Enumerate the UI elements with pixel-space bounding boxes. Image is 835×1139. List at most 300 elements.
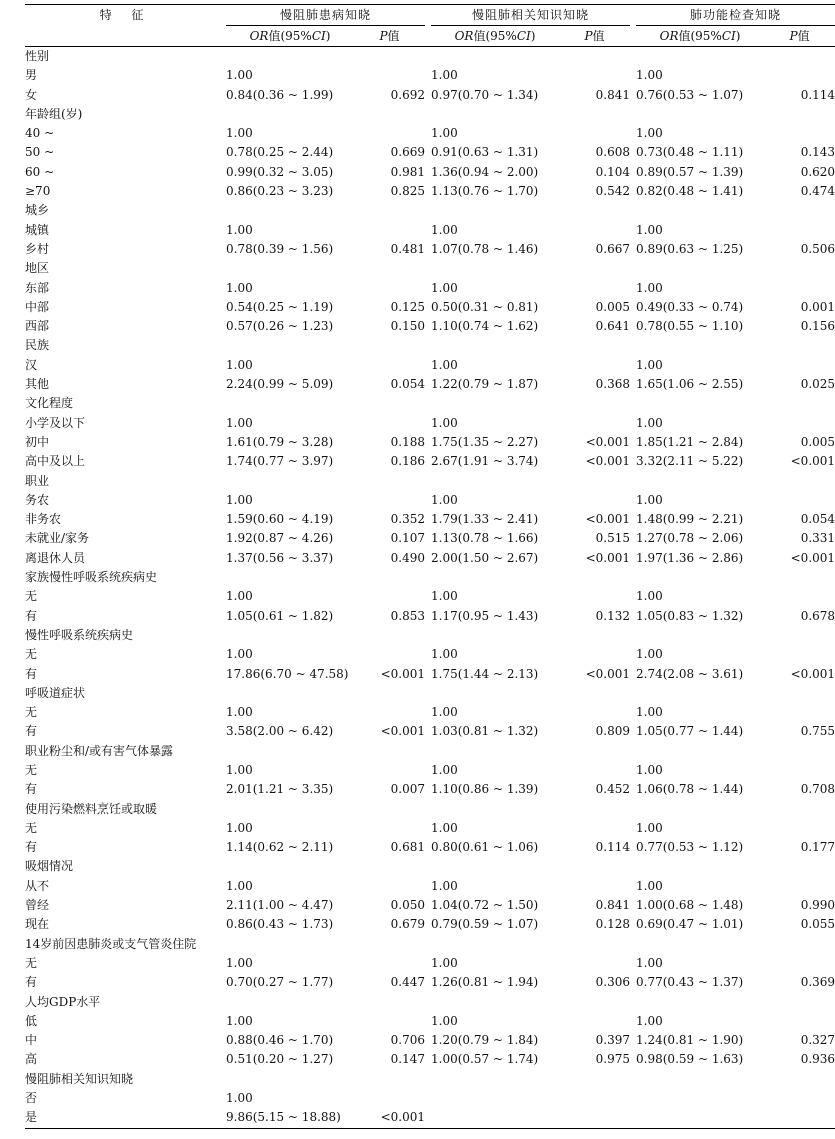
p-column-header: P值 <box>354 26 425 47</box>
level-label: 女 <box>25 87 38 102</box>
p-value <box>764 587 835 606</box>
p-value <box>354 66 425 85</box>
p-value <box>559 66 630 85</box>
level-label: 中部 <box>25 299 50 314</box>
or-ci-value: 0.86(0.43 ~ 1.73) <box>226 917 334 932</box>
p-value: 0.054 <box>800 512 835 527</box>
table-row <box>25 954 835 973</box>
or-ci-value: 1.00 <box>431 878 458 893</box>
or-ci-value: 1.00 <box>226 878 253 893</box>
p-value: 0.490 <box>390 550 426 565</box>
or-ci-value: 1.26(0.81 ~ 1.94) <box>431 975 539 990</box>
or-ci-value <box>636 472 764 491</box>
p-value <box>764 105 835 124</box>
table-row <box>25 221 835 240</box>
p-value <box>559 259 630 278</box>
or-ci-value: 1.07(0.78 ~ 1.46) <box>431 241 539 256</box>
p-value: 0.447 <box>390 975 426 990</box>
or-ci-value: 1.03(0.81 ~ 1.32) <box>431 724 539 739</box>
p-value: <0.001 <box>585 666 631 681</box>
p-value <box>559 800 630 819</box>
or-ci-value: 0.98(0.59 ~ 1.63) <box>636 1052 744 1067</box>
table-row <box>25 356 835 375</box>
p-value <box>354 356 425 375</box>
table-row <box>25 414 835 433</box>
p-value <box>559 1012 630 1031</box>
p-value: 0.825 <box>390 184 426 199</box>
or-ci-value <box>226 742 354 761</box>
p-value: 0.515 <box>595 531 631 546</box>
or-ci-value <box>226 259 354 278</box>
p-value: 0.306 <box>595 975 631 990</box>
p-value: 0.506 <box>800 241 835 256</box>
level-label: 无 <box>25 762 38 777</box>
p-value <box>764 703 835 722</box>
p-value: 0.667 <box>595 241 631 256</box>
p-value: <0.001 <box>790 666 835 681</box>
or-ci-value <box>636 1108 764 1128</box>
p-value: 0.369 <box>800 975 835 990</box>
p-value: 0.150 <box>390 319 426 334</box>
p-value <box>559 491 630 510</box>
category-row <box>25 336 835 355</box>
or-ci-value: 1.10(0.74 ~ 1.62) <box>431 319 539 334</box>
table-row <box>25 375 835 394</box>
table-row <box>25 433 835 452</box>
p-value: 0.542 <box>595 184 631 199</box>
or-ci-value <box>431 857 559 876</box>
p-value <box>354 47 425 67</box>
or-ci-value: 1.00 <box>431 955 458 970</box>
or-ci-value: 1.59(0.60 ~ 4.19) <box>226 512 334 527</box>
or-ci-value <box>636 742 764 761</box>
p-value <box>559 279 630 298</box>
or-ci-value: 1.00 <box>636 820 663 835</box>
or-ci-value: 1.75(1.35 ~ 2.27) <box>431 434 539 449</box>
or-ci-value: 1.00 <box>226 589 253 604</box>
or-ci-value <box>431 800 559 819</box>
table-row <box>25 298 835 317</box>
or-ci-value: 1.24(0.81 ~ 1.90) <box>636 1033 744 1048</box>
or-ci-value <box>431 201 559 220</box>
or-ci-value: 1.00 <box>226 68 253 83</box>
p-value <box>764 221 835 240</box>
p-value: 0.474 <box>800 184 835 199</box>
or-ci-value <box>636 626 764 645</box>
category-row <box>25 800 835 819</box>
p-value <box>559 221 630 240</box>
p-value <box>354 1070 425 1089</box>
or-ci-value: 1.05(0.77 ~ 1.44) <box>636 724 744 739</box>
p-value <box>559 47 630 67</box>
or-ci-value: 1.00 <box>226 705 253 720</box>
category-row <box>25 626 835 645</box>
p-value <box>559 761 630 780</box>
or-ci-value <box>431 626 559 645</box>
p-value: <0.001 <box>585 434 631 449</box>
level-label: 城镇 <box>25 222 50 237</box>
or-ci-value: 17.86(6.70 ~ 47.58) <box>226 666 349 681</box>
p-value: 0.452 <box>595 782 631 797</box>
or-ci-value: 1.37(0.56 ~ 3.37) <box>226 550 334 565</box>
p-value <box>559 857 630 876</box>
or-ci-value: 1.00 <box>431 762 458 777</box>
p-value <box>559 1108 630 1128</box>
or-ci-value: 0.69(0.47 ~ 1.01) <box>636 917 744 932</box>
p-value <box>764 761 835 780</box>
or-ci-value <box>636 1070 764 1089</box>
p-value: 0.608 <box>595 145 631 160</box>
or-ci-value <box>431 935 559 954</box>
table-row <box>25 665 835 684</box>
category-label: 吸烟情况 <box>25 859 74 874</box>
p-value: 0.104 <box>595 164 631 179</box>
or-ci-value: 1.48(0.99 ~ 2.21) <box>636 512 744 527</box>
p-value <box>559 336 630 355</box>
or-ci-value: 0.54(0.25 ~ 1.19) <box>226 299 334 314</box>
or-ci-value: 1.14(0.62 ~ 2.11) <box>226 840 334 855</box>
p-value: <0.001 <box>380 666 426 681</box>
or-ci-value: 0.77(0.53 ~ 1.12) <box>636 840 744 855</box>
or-ci-value <box>226 935 354 954</box>
p-value: 0.368 <box>595 377 631 392</box>
p-value: 0.481 <box>390 241 426 256</box>
p-value: 0.050 <box>390 898 426 913</box>
group-header-copd-awareness: 慢阻肺患病知晓 <box>226 5 425 26</box>
level-label: 汉 <box>25 357 38 372</box>
p-value <box>354 626 425 645</box>
category-row <box>25 259 835 278</box>
p-value: 0.681 <box>390 840 426 855</box>
or-ci-value: 1.00 <box>226 415 253 430</box>
table-row <box>25 66 835 85</box>
or-ci-value: 1.00 <box>226 222 253 237</box>
p-value: 0.352 <box>390 512 426 527</box>
p-value: <0.001 <box>585 454 631 469</box>
table-row <box>25 491 835 510</box>
level-label: 离退休人员 <box>25 550 86 565</box>
p-value: <0.001 <box>790 454 835 469</box>
p-value <box>354 105 425 124</box>
or-ci-value <box>636 105 764 124</box>
or-ci-value: 1.00 <box>226 762 253 777</box>
or-ci-value <box>636 201 764 220</box>
or-ci-value: 1.22(0.79 ~ 1.87) <box>431 377 539 392</box>
p-value <box>354 935 425 954</box>
level-label: 曾经 <box>25 898 50 913</box>
level-label: 未就业/家务 <box>25 531 90 546</box>
p-value <box>559 124 630 143</box>
p-value <box>354 336 425 355</box>
or-ci-value <box>636 935 764 954</box>
or-ci-value: 1.79(1.33 ~ 2.41) <box>431 512 539 527</box>
table-row <box>25 973 835 992</box>
p-value <box>354 491 425 510</box>
or-ci-value <box>636 47 764 67</box>
or-ci-value <box>636 993 764 1012</box>
level-label: 是 <box>25 1108 226 1128</box>
level-label: 无 <box>25 955 38 970</box>
category-label: 14岁前因患肺炎或支气管炎住院 <box>25 936 197 951</box>
table-row <box>25 143 835 162</box>
p-value <box>354 993 425 1012</box>
p-value <box>354 568 425 587</box>
table-row <box>25 279 835 298</box>
level-label: 有 <box>25 782 38 797</box>
p-value: 0.107 <box>390 531 426 546</box>
category-row <box>25 568 835 587</box>
p-value: 0.186 <box>390 454 426 469</box>
level-label: 乡村 <box>25 241 50 256</box>
p-value <box>354 684 425 703</box>
or-ci-value <box>431 1070 559 1089</box>
or-ci-value <box>636 684 764 703</box>
table-row <box>25 549 835 568</box>
or-ci-value: 1.74(0.77 ~ 3.97) <box>226 454 334 469</box>
or-ci-value: 0.76(0.53 ~ 1.07) <box>636 87 744 102</box>
p-value <box>354 819 425 838</box>
or-ci-value: 1.00 <box>636 647 663 662</box>
or-ci-value: 1.10(0.86 ~ 1.39) <box>431 782 539 797</box>
p-value <box>559 954 630 973</box>
p-value: 0.755 <box>800 724 835 739</box>
p-value <box>764 568 835 587</box>
regression-table <box>25 4 835 1129</box>
or-ci-value <box>226 568 354 587</box>
p-value: 0.025 <box>800 377 835 392</box>
table-body <box>25 47 835 1129</box>
p-value <box>354 645 425 664</box>
p-value: 0.005 <box>595 299 631 314</box>
p-value <box>764 877 835 896</box>
category-label: 城乡 <box>25 203 50 218</box>
p-value <box>764 800 835 819</box>
table-row <box>25 587 835 606</box>
p-value <box>764 472 835 491</box>
or-ci-value <box>431 259 559 278</box>
p-value: 0.188 <box>390 434 426 449</box>
or-ci-value: 1.00 <box>636 357 663 372</box>
category-label: 慢阻肺相关知识知晓 <box>25 1071 134 1086</box>
or-ci-value: 0.51(0.20 ~ 1.27) <box>226 1052 334 1067</box>
table-row <box>25 877 835 896</box>
or-ci-value: 1.00 <box>431 705 458 720</box>
category-row <box>25 742 835 761</box>
or-ci-value: 1.36(0.94 ~ 2.00) <box>431 164 539 179</box>
p-value: 0.841 <box>595 87 631 102</box>
p-value <box>764 819 835 838</box>
p-value: 0.620 <box>800 164 835 179</box>
p-value: <0.001 <box>585 550 631 565</box>
p-value <box>354 279 425 298</box>
category-row <box>25 935 835 954</box>
p-value <box>354 703 425 722</box>
level-label: 50 ~ <box>25 145 55 160</box>
or-ci-value: 1.00 <box>636 68 663 83</box>
p-value <box>764 626 835 645</box>
category-label: 慢性呼吸系统疾病史 <box>25 627 134 642</box>
or-ci-value: 1.75(1.44 ~ 2.13) <box>431 666 539 681</box>
header-row-columns <box>25 26 835 47</box>
or-ci-value: 0.89(0.63 ~ 1.25) <box>636 241 744 256</box>
p-value: 0.156 <box>800 319 835 334</box>
or-ci-value: 1.00 <box>636 705 663 720</box>
p-value <box>559 877 630 896</box>
or-ci-value: 1.00 <box>431 357 458 372</box>
level-label: 非务农 <box>25 512 62 527</box>
p-value <box>354 800 425 819</box>
or-ci-value <box>636 259 764 278</box>
or-ci-value: 1.00 <box>636 280 663 295</box>
or-ci-value <box>636 336 764 355</box>
level-label: 初中 <box>25 434 50 449</box>
or-ci-value: 0.97(0.70 ~ 1.34) <box>431 87 539 102</box>
p-value <box>559 394 630 413</box>
table-row <box>25 915 835 934</box>
category-label: 年龄组(岁) <box>25 106 83 121</box>
p-value <box>559 201 630 220</box>
p-value <box>354 259 425 278</box>
or-ci-value: 1.00(0.57 ~ 1.74) <box>431 1052 539 1067</box>
table-row <box>25 722 835 741</box>
p-value <box>559 703 630 722</box>
p-value <box>559 993 630 1012</box>
level-label: 男 <box>25 68 38 83</box>
p-value: <0.001 <box>380 724 426 739</box>
table-row <box>25 761 835 780</box>
or-ci-value: 9.86(5.15 ~ 18.88) <box>226 1108 354 1128</box>
or-ci-value <box>226 1070 354 1089</box>
table-row <box>25 1050 835 1069</box>
or-ci-value: 1.04(0.72 ~ 1.50) <box>431 898 539 913</box>
category-row <box>25 394 835 413</box>
or-ci-value: 1.00 <box>226 280 253 295</box>
p-value <box>559 684 630 703</box>
level-label: 务农 <box>25 492 50 507</box>
or-ci-value: 1.17(0.95 ~ 1.43) <box>431 608 539 623</box>
table-row <box>25 1108 835 1128</box>
p-value: <0.001 <box>790 550 835 565</box>
or-ci-value: 0.57(0.26 ~ 1.23) <box>226 319 334 334</box>
or-ci-value: 1.65(1.06 ~ 2.55) <box>636 377 744 392</box>
or-ci-value <box>431 742 559 761</box>
p-value <box>354 742 425 761</box>
p-value <box>764 66 835 85</box>
p-value: <0.001 <box>354 1108 425 1128</box>
p-value <box>764 1089 835 1108</box>
p-value <box>764 124 835 143</box>
level-label: 无 <box>25 820 38 835</box>
or-ci-value <box>636 800 764 819</box>
p-value: 0.114 <box>800 87 835 102</box>
level-label: 40 ~ <box>25 126 55 141</box>
p-value: 0.809 <box>595 724 631 739</box>
or-ci-value: 0.70(0.27 ~ 1.77) <box>226 975 334 990</box>
or-ci-value: 0.50(0.31 ~ 0.81) <box>431 299 539 314</box>
or-ci-value: 1.00 <box>226 1013 253 1028</box>
category-label: 民族 <box>25 338 50 353</box>
table-row <box>25 163 835 182</box>
or-ci-value <box>226 105 354 124</box>
table-row <box>25 1089 835 1108</box>
p-value: 0.125 <box>390 299 426 314</box>
p-value <box>559 1070 630 1089</box>
or-ci-value <box>636 857 764 876</box>
level-label: 低 <box>25 1013 38 1028</box>
or-ci-value: 0.49(0.33 ~ 0.74) <box>636 299 744 314</box>
table-row <box>25 182 835 201</box>
p-value: 0.692 <box>390 87 426 102</box>
level-label: 有 <box>25 666 38 681</box>
level-label: ≥70 <box>25 184 51 199</box>
or-ci-value: 1.00 <box>226 955 253 970</box>
p-value: 0.679 <box>390 917 426 932</box>
category-row <box>25 105 835 124</box>
or-ci-value: 0.88(0.46 ~ 1.70) <box>226 1033 334 1048</box>
p-value: 0.641 <box>595 319 631 334</box>
table-row <box>25 819 835 838</box>
group-header-lung-function-test: 肺功能检查知晓 <box>636 5 835 26</box>
or-ci-value <box>226 993 354 1012</box>
or-ci-value: 1.00 <box>226 647 253 662</box>
p-value <box>559 472 630 491</box>
p-column-header: P值 <box>559 26 630 47</box>
p-value <box>764 993 835 1012</box>
or-ci-value: 1.13(0.78 ~ 1.66) <box>431 531 539 546</box>
p-value <box>764 857 835 876</box>
table-row <box>25 896 835 915</box>
or-ci-value: 1.92(0.87 ~ 4.26) <box>226 531 334 546</box>
or-ci-value <box>431 472 559 491</box>
p-value: 0.114 <box>595 840 631 855</box>
level-label: 中 <box>25 1033 38 1048</box>
or-ci-value: 1.27(0.78 ~ 2.06) <box>636 531 744 546</box>
level-label: 从不 <box>25 878 50 893</box>
p-column-header: P值 <box>764 26 835 47</box>
or-ci-value: 1.00 <box>431 1013 458 1028</box>
level-label: 有 <box>25 975 38 990</box>
or-ci-value: 0.78(0.39 ~ 1.56) <box>226 241 334 256</box>
or-ci-value <box>636 394 764 413</box>
or-ci-value: 1.00 <box>636 415 663 430</box>
p-value: 0.936 <box>800 1052 835 1067</box>
or-ci-value: 2.11(1.00 ~ 4.47) <box>226 898 334 913</box>
or-ci-value: 1.00 <box>431 222 458 237</box>
or-ci-value <box>431 1108 559 1128</box>
or-ci-value: 0.77(0.43 ~ 1.37) <box>636 975 744 990</box>
p-value: 0.853 <box>390 608 426 623</box>
table-row <box>25 529 835 548</box>
or-ci-value <box>431 105 559 124</box>
p-value <box>764 394 835 413</box>
p-value <box>764 684 835 703</box>
category-label: 地区 <box>25 261 50 276</box>
or-ci-value <box>431 993 559 1012</box>
level-label: 高中及以上 <box>25 454 86 469</box>
level-label: 无 <box>25 647 38 662</box>
or-ci-value: 1.00 <box>636 492 663 507</box>
or-ci-value: 0.89(0.57 ~ 1.39) <box>636 164 744 179</box>
group-header-copd-knowledge: 慢阻肺相关知识知晓 <box>431 5 630 26</box>
p-value: 0.132 <box>595 608 631 623</box>
or-ci-value <box>431 568 559 587</box>
p-value <box>764 491 835 510</box>
p-value <box>354 124 425 143</box>
category-row <box>25 1070 835 1089</box>
p-value <box>764 935 835 954</box>
or-ci-value: 0.84(0.36 ~ 1.99) <box>226 87 334 102</box>
p-value: 0.990 <box>800 898 835 913</box>
